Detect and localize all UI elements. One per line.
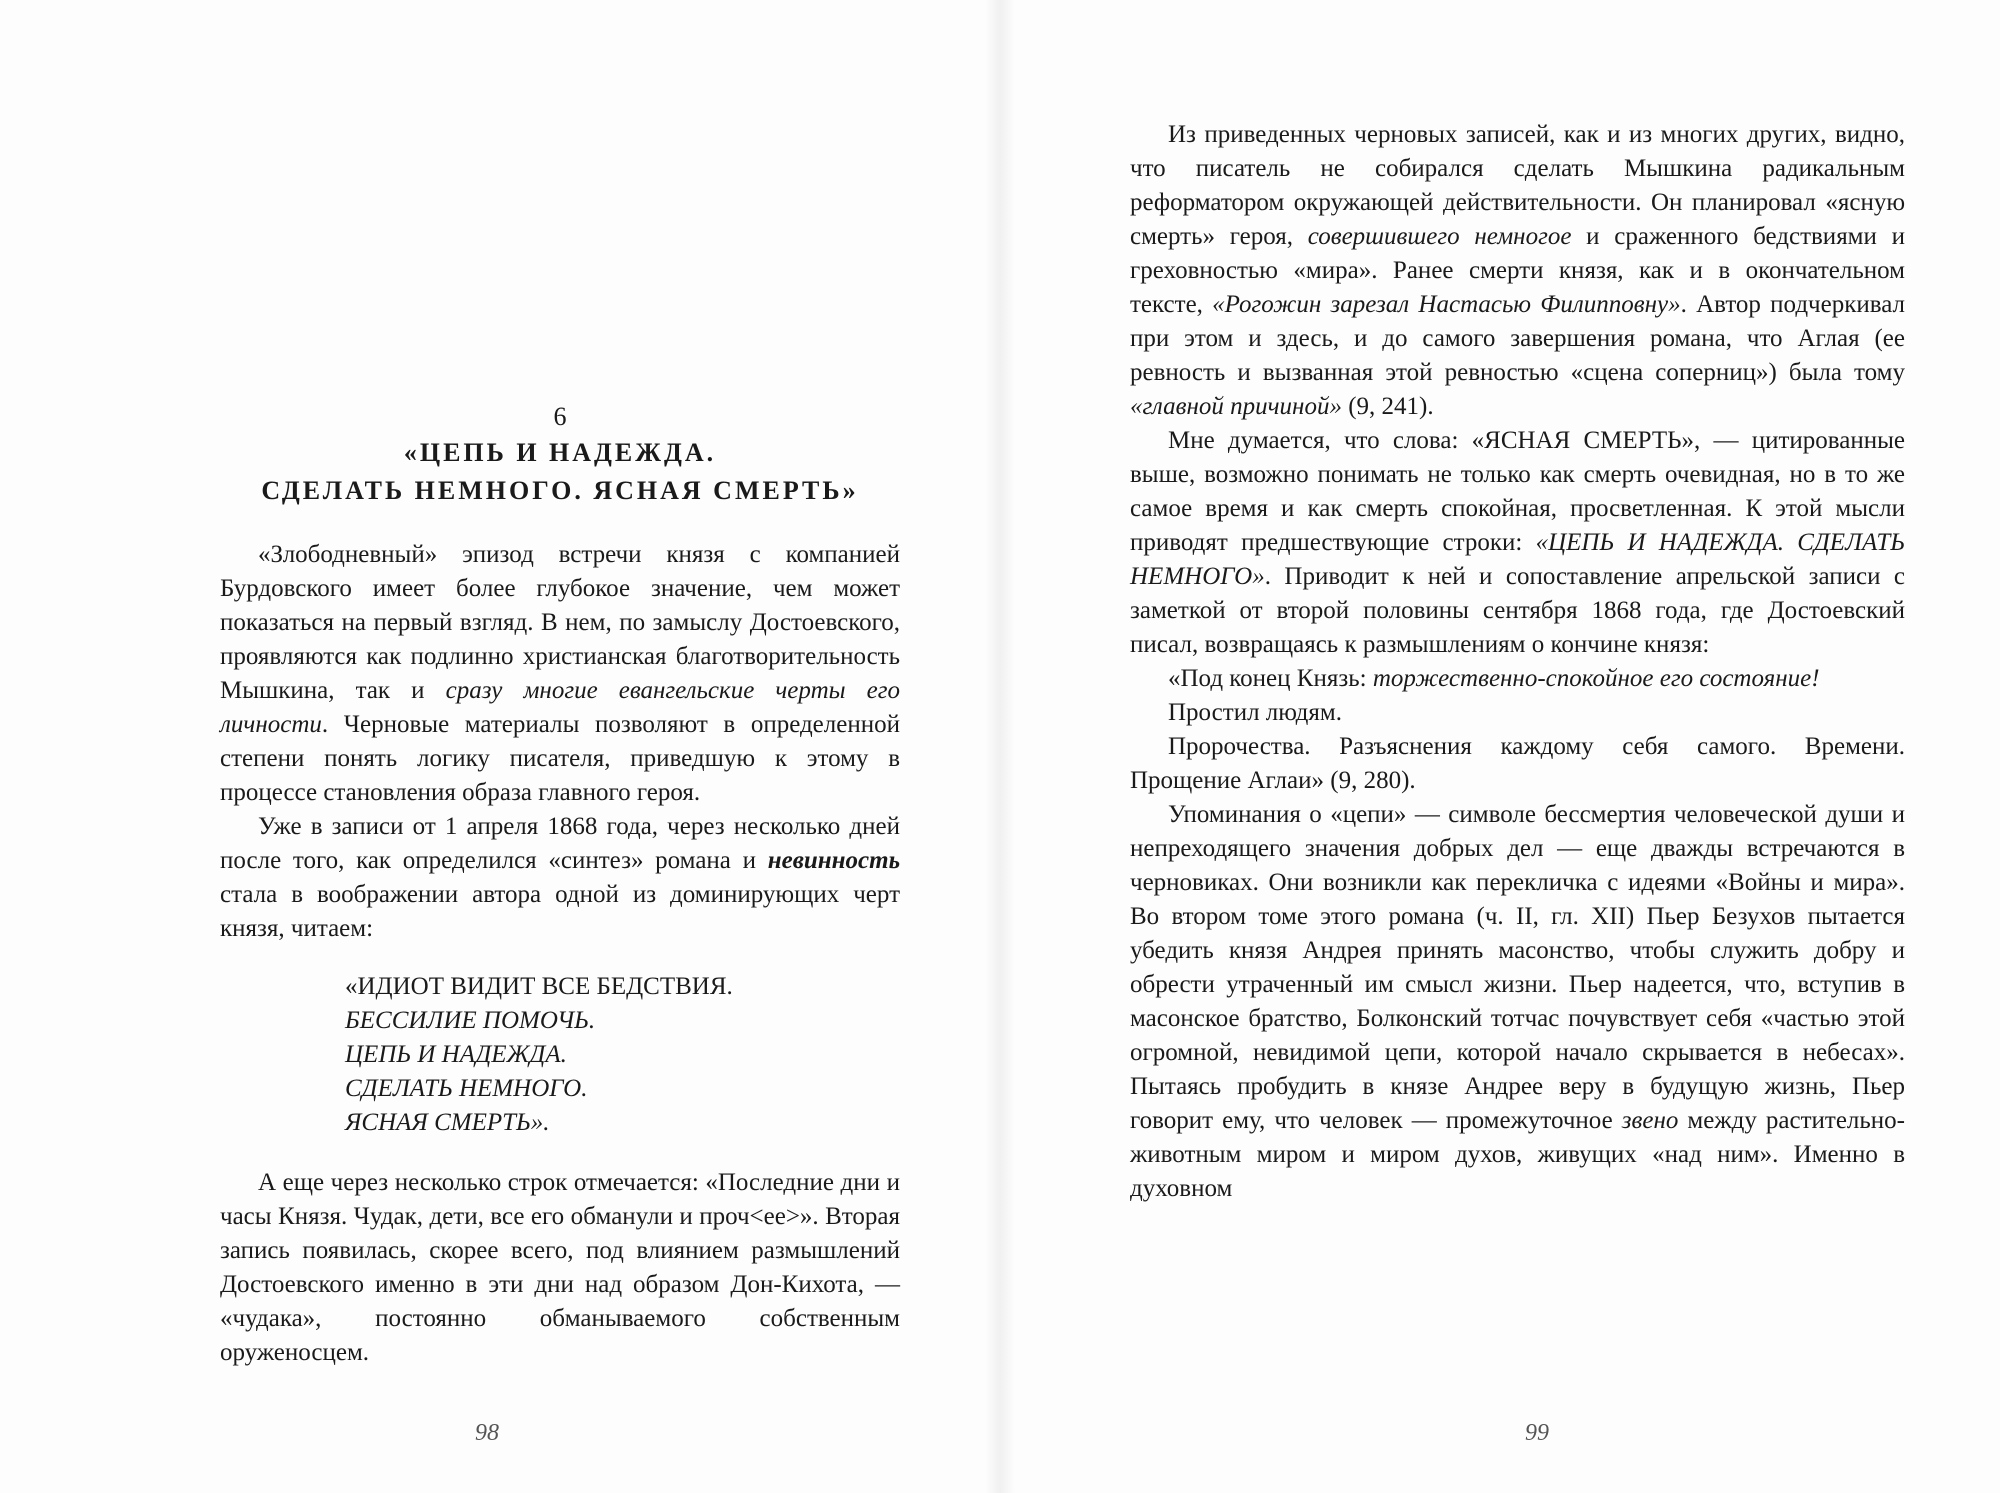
left-paragraph-1: «Злободневный» эпизод встречи князя с компанией Бурдовского имеет более глубокое значение, чем может показаться на первый взгляд. В нем, по замыслу Достоевского, проявляются как подлинно христианская благотворительность Мышкина, так и сразу многие евангельские черты его личности. Черновые материалы позволяют в определенной степени понять логику писателя, приведшую к этому в процессе становления образа главного героя. bbox=[220, 541, 900, 806]
chapter-title bbox=[220, 434, 900, 510]
right-quote-3: Пророчества. Разъяснения каждому себя самого. Времени. Прощение Аглаи» (9, 280). bbox=[1130, 733, 1905, 794]
left-text-column bbox=[220, 400, 900, 1370]
right-text-column bbox=[1130, 118, 1905, 1206]
page-number-right: 99 bbox=[1525, 1420, 1549, 1446]
verse-line: ЦЕПЬ И НАДЕЖДА. bbox=[345, 1041, 567, 1068]
right-paragraph-3: Упоминания о «цепи» — символе бессмертия человеческой души и непреходящего значения добрых дел — еще дважды встречаются в черновиках. Они возникли как перекличка с идеями «Войны и мира». Во втором томе этого романа (ч. II, гл. XII) Пьер Безухов пытается убедить князя Андрея принять масонство, чтобы служить добру и обрести утраченный им смысл жизни. Пьер надеется, что, вступив в масонское братство, Болконский тотчас почувствует себя «частью этой огромной, невидимой цепи, которой начало скрывается в небесах». Пытаясь пробудить в князе Андрее веру в будущую жизнь, Пьер говорит ему, что человек — промежуточное звено между растительно-животным миром и миром духов, живущих «над ним». Именно в духовном bbox=[1130, 801, 1906, 1202]
chapter-number: 6 bbox=[553, 402, 567, 431]
left-paragraph-3: А еще через несколько строк отмечается: «Последние дни и часы Князя. Чудак, дети, все его обманули и проч<ее>». Вторая запись появилась, скорее всего, под влиянием размышлений Достоевского именно в эти дни над образом Дон-Кихота, — «чудака», постоянно обманываемого собственным оруженосцем. bbox=[220, 1169, 900, 1366]
right-quote-2: Простил людям. bbox=[1168, 699, 1342, 726]
verse-line: «ИДИОТ ВИДИТ ВСЕ БЕДСТВИЯ. bbox=[345, 973, 733, 1000]
verse-line: БЕССИЛИЕ ПОМОЧЬ. bbox=[345, 1007, 596, 1034]
left-paragraph-2: Уже в записи от 1 апреля 1868 года, через несколько дней после того, как определился «синтез» романа и невинность стала в воображении автора одной из доминирующих черт князя, читаем: bbox=[220, 813, 900, 942]
right-quote-1: «Под конец Князь: торжественно-спокойное его состояние! bbox=[1168, 665, 1820, 692]
quoted-verse bbox=[345, 970, 900, 1140]
chapter-title-line2: СДЕЛАТЬ НЕМНОГО. ЯСНАЯ СМЕРТЬ» bbox=[261, 476, 859, 505]
right-paragraph-2: Мне думается, что слова: «ЯСНАЯ СМЕРТЬ», — цитированные выше, возможно понимать не только как смерть очевидная, но в то же самое время и как смерть спокойная, просветленная. К этой мысли приводят предшествующие строки: «ЦЕПЬ И НАДЕЖДА. СДЕЛАТЬ НЕМНОГО». Приводит к ней и сопоставление апрельской записи с заметкой от второй половины сентября 1868 года, где Достоевский писал, возвращаясь к размышлениям о кончине князя: bbox=[1130, 427, 1905, 658]
chapter-title-line1: «ЦЕПЬ И НАДЕЖДА. bbox=[403, 438, 717, 467]
right-page bbox=[1000, 0, 2000, 1493]
page-number-left: 98 bbox=[475, 1420, 499, 1446]
right-paragraph-1: Из приведенных черновых записей, как и из многих других, видно, что писатель не собирался сделать Мышкина радикальным реформатором окружающей действительности. Он планировал «ясную смерть» героя, совершившего немногое и сраженного бедствиями и греховностью «мира». Ранее смерти князя, как и в окончательном тексте, «Рогожин зарезал Настасью Филипповну». Автор подчеркивал при этом и здесь, и до самого завершения романа, что Аглая (ее ревность и вызванная этой ревностью «сцена соперниц») была тому «главной причиной» (9, 241). bbox=[1130, 121, 1905, 420]
verse-line: ЯСНАЯ СМЕРТЬ». bbox=[345, 1109, 550, 1136]
verse-line: СДЕЛАТЬ НЕМНОГО. bbox=[345, 1075, 588, 1102]
